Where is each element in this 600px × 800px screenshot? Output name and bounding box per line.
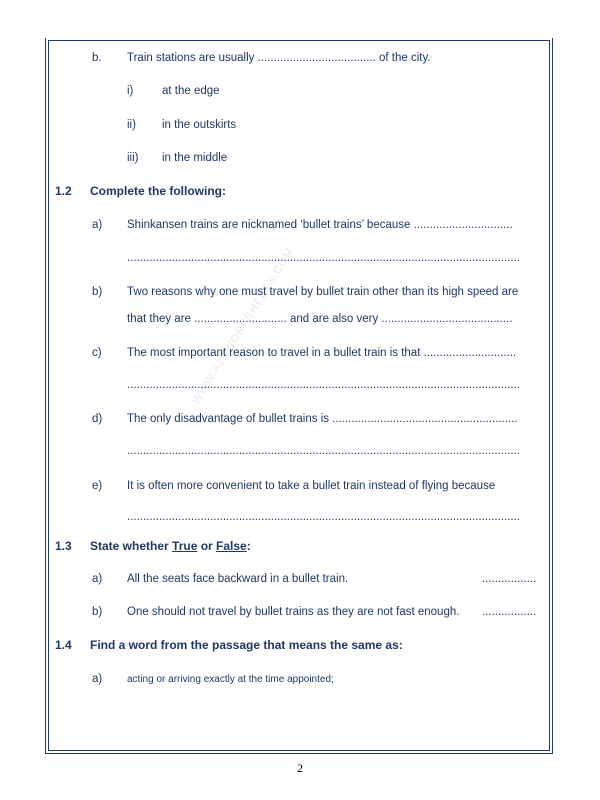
- item-line: The most important reason to travel in a bullet train is that .............................: [127, 347, 517, 359]
- page-number: 2: [297, 761, 303, 775]
- answer-line: ...........................................................................................................................: [127, 252, 520, 264]
- item-line: The only disadvantage of bullet trains is ..........................................................: [127, 413, 518, 425]
- answer-line: ...........................................................................................................................: [127, 445, 520, 457]
- answer-blank: .................: [482, 573, 537, 585]
- section-number: 1.3: [55, 539, 72, 553]
- option-num: i): [127, 85, 134, 97]
- section-title: Complete the following:: [90, 184, 226, 198]
- item-letter: a): [92, 573, 103, 585]
- item-line: It is often more convenient to take a bullet train instead of flying because: [127, 480, 496, 492]
- item-letter: b): [92, 606, 103, 618]
- item-line: that they are ............................. and are also very .........................................: [127, 313, 513, 325]
- item-letter: c): [92, 347, 102, 359]
- option-text: at the edge: [162, 85, 220, 97]
- statement-text: One should not travel by bullet trains as they are not fast enough.: [127, 606, 460, 618]
- item-letter: a): [92, 673, 103, 685]
- question-letter: b.: [92, 52, 102, 64]
- option-text: in the middle: [162, 152, 228, 164]
- item-letter: e): [92, 480, 103, 492]
- section-number: 1.4: [55, 638, 72, 652]
- option-text: in the outskirts: [162, 119, 237, 131]
- answer-line: ...........................................................................................................................: [127, 511, 520, 523]
- item-letter: a): [92, 219, 103, 231]
- item-line: Shinkansen trains are nicknamed ‘bullet trains’ because ...............................: [127, 219, 513, 231]
- item-line: Two reasons why one must travel by bullet train other than its high speed are: [127, 286, 519, 298]
- section-title: Find a word from the passage that means the same as:: [90, 638, 403, 652]
- question-text: Train stations are usually ..................................... of the city.: [127, 52, 431, 64]
- section-title: State whether True or False:: [90, 539, 251, 553]
- item-letter: d): [92, 413, 103, 425]
- watermark: WWW.A2ZWORKSHEETS.COM: [190, 245, 297, 407]
- option-num: iii): [127, 152, 139, 164]
- answer-line: ...........................................................................................................................: [127, 379, 520, 391]
- answer-blank: .................: [482, 606, 537, 618]
- item-letter: b): [92, 286, 103, 298]
- section-number: 1.2: [55, 184, 72, 198]
- option-num: ii): [127, 119, 136, 131]
- statement-text: All the seats face backward in a bullet train.: [127, 573, 349, 585]
- definition-text: acting or arriving exactly at the time appointed;: [127, 674, 334, 685]
